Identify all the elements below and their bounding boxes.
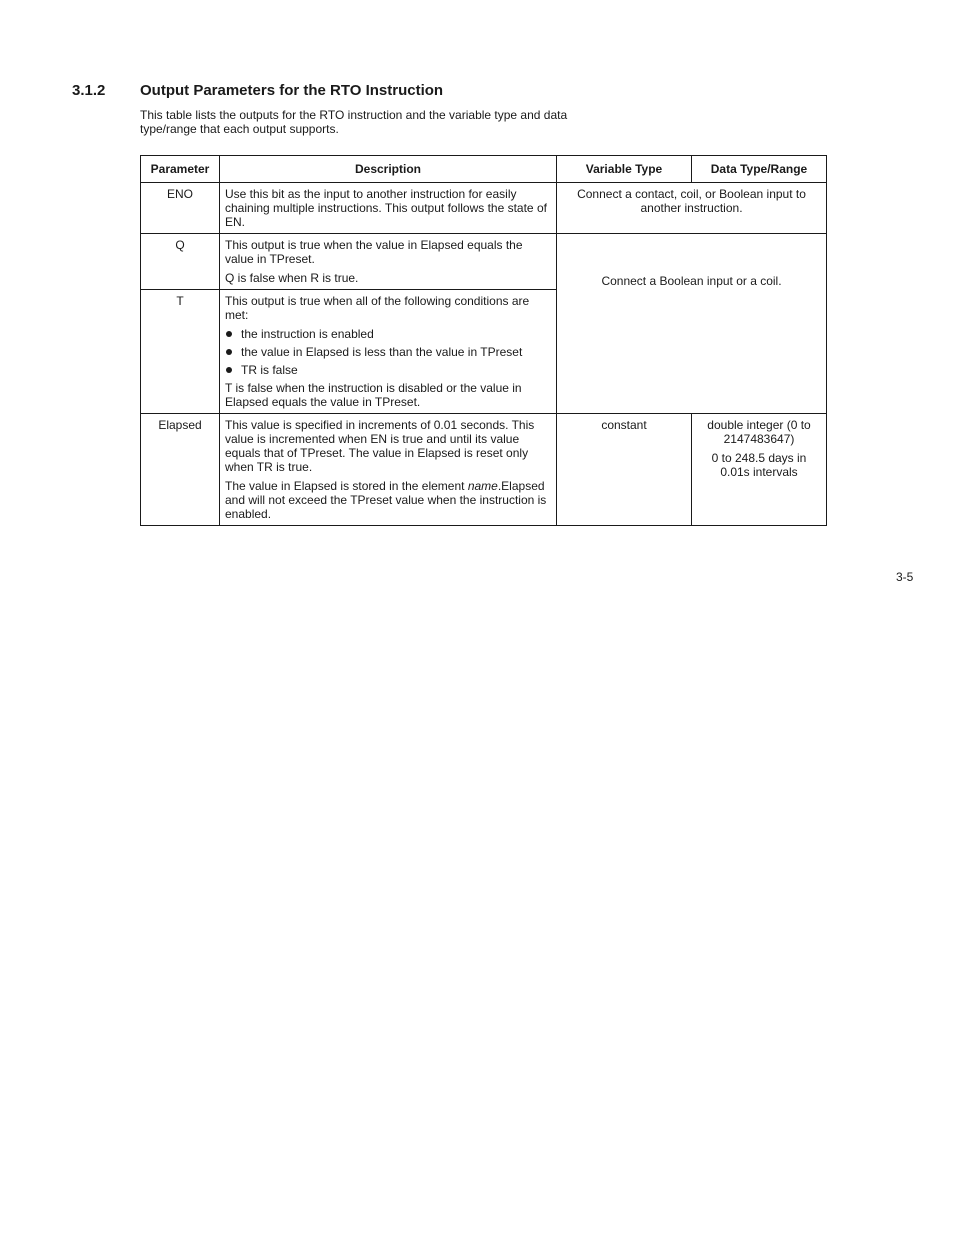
header-description: Description: [220, 156, 557, 183]
cell-data-type-elapsed: [692, 414, 827, 526]
description-q-line-1: This output is true when the value in Elapsed equals the value in TPreset.: [225, 238, 523, 266]
bullet-icon: [226, 349, 232, 355]
cell-parameter-elapsed: Elapsed: [141, 414, 220, 526]
cell-parameter-eno: ENO: [141, 183, 220, 234]
cell-description-t: [220, 290, 557, 414]
description-t-line-1: This output is true when all of the following conditions are met:: [225, 294, 530, 322]
cell-description-q: [220, 234, 557, 290]
list-item-text: the value in Elapsed is less than the value in TPreset: [241, 345, 523, 359]
description-elapsed-italic: name: [467, 479, 498, 493]
header-variable-type: Variable Type: [557, 156, 692, 183]
output-parameters-table: [140, 155, 827, 526]
section-title: Output Parameters for the RTO Instruction: [140, 82, 444, 99]
description-elapsed-suffix: .Elapsed and will not exceed the TPreset value when the instruction is enabled.: [225, 479, 547, 521]
cell-connection-eno: Connect a contact, coil, or Boolean input to another instruction.: [557, 183, 827, 234]
table-row-q: [141, 234, 827, 290]
table-row-eno: [141, 183, 827, 234]
bullet-icon: [226, 367, 232, 373]
bullet-icon: [226, 331, 232, 337]
cell-connection-q-t: Connect a Boolean input or a coil.: [557, 234, 827, 414]
description-elapsed-line-2: [225, 479, 551, 521]
header-parameter: Parameter: [141, 156, 220, 183]
cell-description-eno: Use this bit as the input to another instruction for easily chaining multiple instructions. This output follows the state of EN.: [220, 183, 557, 234]
list-item-text: TR is false: [241, 363, 298, 377]
cell-variable-type-elapsed: constant: [557, 414, 692, 526]
cell-description-elapsed: [220, 414, 557, 526]
data-type-elapsed-line-1: double integer (0 to 2147483647): [707, 418, 811, 446]
cell-parameter-q: Q: [141, 234, 220, 290]
page-number: 3-5: [896, 570, 914, 584]
description-q-line-2: Q is false when R is true.: [225, 271, 359, 285]
header-data-type-range: Data Type/Range: [692, 156, 827, 183]
list-item-text: the instruction is enabled: [241, 327, 374, 341]
intro-paragraph: This table lists the outputs for the RTO instruction and the variable type and data type/range that each output supports.: [140, 108, 568, 136]
cell-parameter-t: T: [141, 290, 220, 414]
table-header-row: [141, 156, 827, 183]
description-t-line-2: T is false when the instruction is disabled or the value in Elapsed equals the value in TPreset.: [225, 381, 522, 409]
description-elapsed-line-1: This value is specified in increments of 0.01 seconds. This value is incremented when EN is true and until its value equals that of TPreset. The value in Elapsed is reset only when TR is true.: [225, 418, 535, 474]
list-item: [225, 345, 551, 359]
data-type-elapsed-line-2: 0 to 248.5 days in 0.01s intervals: [711, 451, 807, 479]
section-number: 3.1.2: [72, 82, 106, 99]
table-row-elapsed: [141, 414, 827, 526]
conditions-list: [225, 327, 551, 377]
list-item: [225, 327, 551, 341]
list-item: [225, 363, 551, 377]
description-elapsed-prefix: The value in Elapsed is stored in the element: [225, 479, 468, 493]
